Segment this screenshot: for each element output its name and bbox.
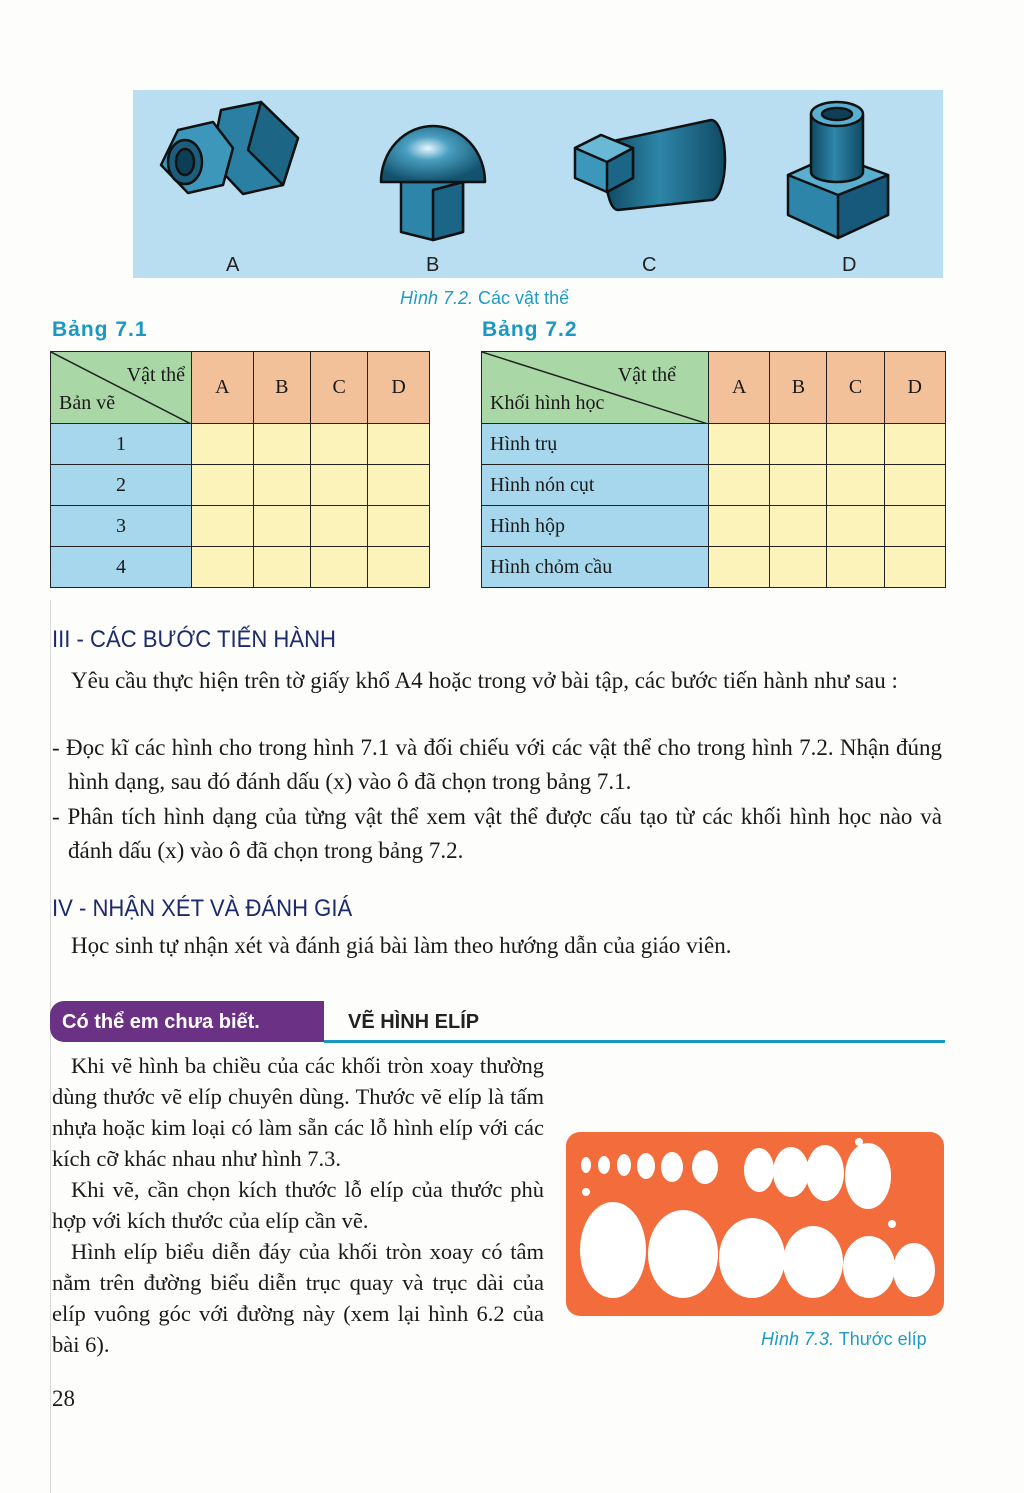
margin-line xyxy=(50,600,51,1493)
table-7-1-title: Bảng 7.1 xyxy=(52,318,148,341)
did-you-know-label: Có thể em chưa biết. xyxy=(50,1001,324,1042)
answer-cell[interactable] xyxy=(709,547,770,588)
row-header: Hình chỏm cầu xyxy=(482,547,709,588)
column-header: C xyxy=(827,352,884,424)
answer-cell[interactable] xyxy=(310,547,367,588)
answer-cell[interactable] xyxy=(310,465,367,506)
answer-cell[interactable] xyxy=(368,465,430,506)
row-header: Hình hộp xyxy=(482,506,709,547)
page-number: 28 xyxy=(52,1386,75,1411)
row-header: 1 xyxy=(51,424,192,465)
answer-cell[interactable] xyxy=(884,547,945,588)
box-rule xyxy=(324,1040,945,1043)
answer-cell[interactable] xyxy=(253,424,310,465)
answer-cell[interactable] xyxy=(827,547,884,588)
row-header: 3 xyxy=(51,506,192,547)
object-a xyxy=(161,102,298,194)
figure-7-3-caption: Hình 7.3. Thước elíp xyxy=(761,1329,927,1349)
answer-cell[interactable] xyxy=(709,506,770,547)
figure-7-2-caption: Hình 7.2. Các vật thể xyxy=(400,288,570,308)
answer-cell[interactable] xyxy=(192,547,254,588)
column-header: D xyxy=(884,352,945,424)
corner-top-label: Vật thể xyxy=(617,364,676,386)
answer-cell[interactable] xyxy=(368,424,430,465)
table-7-2-corner xyxy=(482,352,709,424)
answer-cell[interactable] xyxy=(192,424,254,465)
table-row xyxy=(51,424,430,465)
object-label-c: C xyxy=(642,254,657,276)
object-b xyxy=(381,126,485,240)
objects-illustration xyxy=(133,90,943,278)
answer-cell[interactable] xyxy=(310,506,367,547)
answer-cell[interactable] xyxy=(770,547,827,588)
answer-cell[interactable] xyxy=(253,465,310,506)
answer-cell[interactable] xyxy=(884,424,945,465)
table-7-2 xyxy=(481,351,946,588)
column-header: C xyxy=(310,352,367,424)
column-header: A xyxy=(709,352,770,424)
answer-cell[interactable] xyxy=(884,506,945,547)
answer-cell[interactable] xyxy=(253,506,310,547)
section-3-intro: Yêu cầu thực hiện trên tờ giấy khổ A4 hoặc trong vở bài tập, các bước tiến hành như sau : xyxy=(71,668,898,693)
table-7-1-corner xyxy=(51,352,192,424)
object-label-b: B xyxy=(426,254,440,276)
section-4-heading: IV - NHẬN XÉT VÀ ĐÁNH GIÁ xyxy=(52,895,353,922)
table-row xyxy=(51,506,430,547)
answer-cell[interactable] xyxy=(368,506,430,547)
answer-cell[interactable] xyxy=(253,547,310,588)
box-paragraph-1: Khi vẽ hình ba chiều của các khối tròn xoay thường dùng thước vẽ elíp chuyên dùng. Thước vẽ elíp là tấm nhựa hoặc kim loại có làm sẵn các lỗ hình elíp với các kích cỡ khác nhau như hình 7.3. xyxy=(52,1053,544,1171)
row-header: 2 xyxy=(51,465,192,506)
box-paragraph-2: Khi vẽ, cần chọn kích thước lỗ elíp của thước phù hợp với kích thước của elíp cần vẽ. xyxy=(52,1177,544,1233)
answer-cell[interactable] xyxy=(827,424,884,465)
answer-cell[interactable] xyxy=(770,465,827,506)
object-label-d: D xyxy=(842,254,857,276)
object-d xyxy=(788,102,888,238)
corner-bottom-label: Khối hình học xyxy=(490,392,605,414)
answer-cell[interactable] xyxy=(709,424,770,465)
section-4-text: Học sinh tự nhận xét và đánh giá bài làm theo hướng dẫn của giáo viên. xyxy=(71,933,732,958)
column-header: D xyxy=(368,352,430,424)
figure-7-2 xyxy=(133,90,943,278)
table-row xyxy=(482,465,946,506)
answer-cell[interactable] xyxy=(192,465,254,506)
table-row xyxy=(482,547,946,588)
table-7-2-title: Bảng 7.2 xyxy=(482,318,578,341)
table-row xyxy=(51,465,430,506)
column-header: A xyxy=(192,352,254,424)
row-header: Hình nón cụt xyxy=(482,465,709,506)
corner-top-label: Vật thể xyxy=(126,364,185,386)
column-header: B xyxy=(253,352,310,424)
answer-cell[interactable] xyxy=(770,424,827,465)
table-row xyxy=(51,547,430,588)
column-header: B xyxy=(770,352,827,424)
answer-cell[interactable] xyxy=(770,506,827,547)
box-paragraph-3: Hình elíp biểu diễn đáy của khối tròn xoay có tâm nằm trên đường biểu diễn trục quay và trục dài của elíp vuông góc với đường này (xem lại hình 6.2 của bài 6). xyxy=(52,1239,544,1357)
table-row xyxy=(482,424,946,465)
ellipse-template-image xyxy=(566,1132,944,1316)
answer-cell[interactable] xyxy=(827,506,884,547)
answer-cell[interactable] xyxy=(368,547,430,588)
box-title: VẼ HÌNH ELÍP xyxy=(348,1011,480,1033)
object-label-a: A xyxy=(226,254,240,276)
table-7-1 xyxy=(50,351,430,588)
section-3-heading: III - CÁC BƯỚC TIẾN HÀNH xyxy=(52,626,336,653)
object-c xyxy=(575,120,725,210)
answer-cell[interactable] xyxy=(827,465,884,506)
row-header: 4 xyxy=(51,547,192,588)
row-header: Hình trụ xyxy=(482,424,709,465)
answer-cell[interactable] xyxy=(310,424,367,465)
answer-cell[interactable] xyxy=(709,465,770,506)
corner-bottom-label: Bản vẽ xyxy=(59,392,116,414)
step-2: - Phân tích hình dạng của từng vật thể xem vật thể được cấu tạo từ các khối hình học nào và đánh dấu (x) vào ô đã chọn trong bảng 7.2. xyxy=(52,804,942,863)
step-1: - Đọc kĩ các hình cho trong hình 7.1 và đối chiếu với các vật thể cho trong hình 7.2. Nhận đúng hình dạng, sau đó đánh dấu (x) vào ô đã chọn trong bảng 7.1. xyxy=(52,735,942,794)
answer-cell[interactable] xyxy=(884,465,945,506)
table-row xyxy=(482,506,946,547)
answer-cell[interactable] xyxy=(192,506,254,547)
